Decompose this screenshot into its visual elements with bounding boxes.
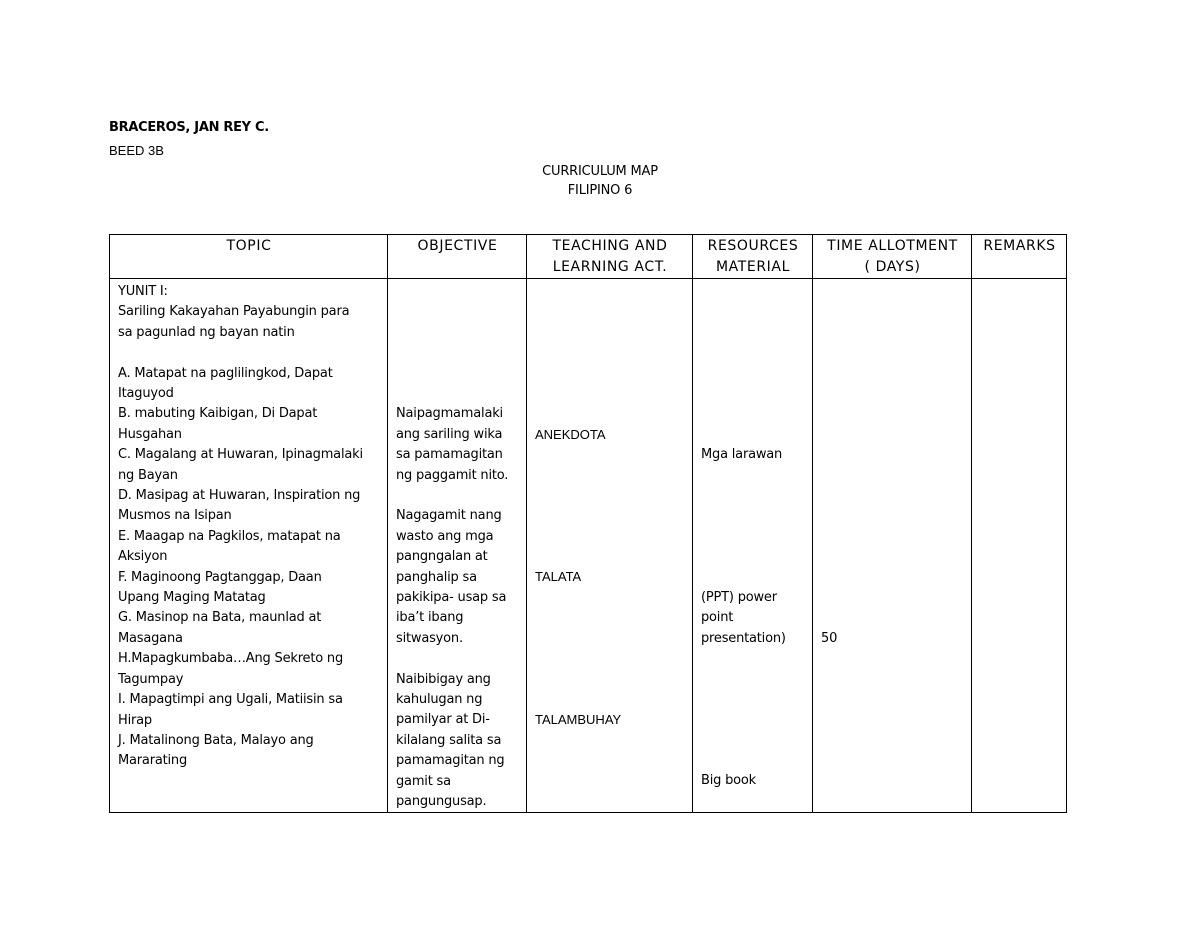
- cell-line: Itaguyod: [118, 386, 174, 402]
- cell-line: [701, 282, 805, 302]
- table-header-row: [110, 235, 1067, 279]
- cell-line: pamamagitan ng: [396, 753, 505, 769]
- cell-line: D. Masipag at Huwaran, Inspiration ng: [118, 488, 361, 504]
- cell-line: kahulugan ng: [396, 692, 483, 707]
- document-title: CURRICULUM MAP: [542, 164, 658, 179]
- student-name: BRACEROS, JAN REY C.: [109, 120, 269, 135]
- cell-line: G. Masinop na Bata, maunlad at: [118, 610, 322, 626]
- cell-remarks: [972, 279, 1067, 813]
- cell-line: [535, 384, 685, 404]
- cell-topic: [110, 279, 388, 813]
- cell-line: [535, 506, 685, 526]
- cell-line: [701, 527, 805, 547]
- cell-line: [821, 588, 964, 608]
- header-resources-material: [693, 235, 813, 279]
- cell-line: Upang Maging Matatag: [118, 590, 266, 606]
- cell-line: [821, 364, 964, 384]
- cell-line: [396, 323, 519, 343]
- cell-line: [535, 629, 685, 649]
- cell-line: Husgahan: [118, 426, 182, 442]
- cell-line: TOPIC: [226, 238, 272, 254]
- header-remarks: [972, 235, 1067, 279]
- header-objective: [388, 235, 527, 279]
- cell-line: [821, 547, 964, 567]
- cell-line: ng paggamit nito.: [396, 467, 509, 483]
- cell-line: [821, 384, 964, 404]
- cell-line: Naibibigay ang: [396, 671, 491, 687]
- cell-line: [535, 282, 685, 302]
- cell-line: panghalip sa: [396, 569, 477, 585]
- cell-line: iba’t ibang: [396, 610, 464, 626]
- cell-line: Musmos na Isipan: [118, 508, 232, 524]
- cell-line: [535, 669, 685, 689]
- cell-line: ( DAYS): [864, 259, 921, 275]
- cell-line: [701, 710, 805, 730]
- cell-line: [396, 486, 519, 506]
- cell-line: [701, 364, 805, 384]
- cell-line: [821, 506, 964, 526]
- cell-line: [535, 343, 685, 363]
- cell-line: H.Mapagkumbaba…Ang Sekreto ng: [118, 651, 344, 667]
- cell-line: Mga larawan: [701, 447, 783, 463]
- cell-line: I. Mapagtimpi ang Ugali, Matiisin sa: [118, 692, 343, 708]
- cell-line: [396, 343, 519, 363]
- cell-line: sa pamamagitan: [396, 447, 503, 463]
- cell-line: gamit sa: [396, 773, 451, 789]
- cell-line: F. Maginoong Pagtanggap, Daan: [118, 569, 322, 585]
- cell-line: TEACHING AND: [552, 238, 668, 254]
- cell-line: [821, 343, 964, 363]
- cell-line: TALATA: [535, 569, 582, 585]
- cell-line: [701, 649, 805, 669]
- cell-line: [701, 425, 805, 445]
- cell-line: [821, 323, 964, 343]
- cell-line: [535, 323, 685, 343]
- cell-line: Masagana: [118, 630, 183, 646]
- cell-line: ng Bayan: [118, 467, 178, 483]
- header-time-allotment: [813, 235, 972, 279]
- cell-line: J. Matalinong Bata, Malayo ang: [118, 732, 314, 748]
- cell-line: [821, 425, 964, 445]
- cell-line: pakikipa- usap sa: [396, 589, 507, 605]
- cell-line: [701, 343, 805, 363]
- cell-line: E. Maagap na Pagkilos, matapat na: [118, 528, 341, 544]
- cell-line: point: [701, 610, 734, 626]
- cell-line: LEARNING ACT.: [552, 259, 668, 275]
- cell-line: [821, 527, 964, 547]
- cell-line: pangungusap.: [396, 794, 487, 810]
- cell-time: [813, 279, 972, 813]
- cell-objective: [388, 279, 527, 813]
- cell-line: Sariling Kakayahan Payabungin para: [118, 304, 350, 320]
- cell-line: [821, 445, 964, 465]
- cell-line: [396, 302, 519, 322]
- cell-line: pangngalan at: [396, 549, 488, 565]
- cell-line: C. Magalang at Huwaran, Ipinagmalaki: [118, 447, 363, 463]
- cell-line: sa pagunlad ng bayan natin: [118, 324, 295, 340]
- cell-line: Naipagmamalaki: [396, 406, 503, 422]
- cell-line: [701, 669, 805, 689]
- cell-line: [118, 343, 380, 363]
- cell-line: MATERIAL: [715, 259, 790, 275]
- cell-line: sitwasyon.: [396, 630, 463, 646]
- cell-line: [821, 567, 964, 587]
- cell-line: [535, 302, 685, 322]
- cell-line: [535, 690, 685, 710]
- cell-line: pamilyar at Di-: [396, 712, 490, 728]
- cell-line: [821, 404, 964, 424]
- cell-line: [821, 302, 964, 322]
- cell-line: kilalang salita sa: [396, 732, 502, 748]
- cell-line: [535, 527, 685, 547]
- cell-line: [701, 384, 805, 404]
- cell-line: [701, 690, 805, 710]
- cell-line: YUNIT I:: [118, 284, 168, 299]
- cell-line: [701, 751, 805, 771]
- cell-line: [701, 323, 805, 343]
- cell-line: Mararating: [118, 753, 188, 769]
- cell-line: TIME ALLOTMENT: [827, 238, 958, 254]
- cell-line: [535, 649, 685, 669]
- cell-line: [535, 547, 685, 567]
- cell-line: (PPT) power: [701, 589, 777, 605]
- cell-line: [701, 404, 805, 424]
- cell-line: wasto ang mga: [396, 528, 494, 544]
- cell-line: [396, 384, 519, 404]
- cell-line: Nagagamit nang: [396, 508, 502, 524]
- document-title-block: [0, 162, 1200, 200]
- cell-line: [396, 649, 519, 669]
- cell-line: [535, 364, 685, 384]
- cell-line: ANEKDOTA: [535, 426, 606, 442]
- cell-line: [701, 547, 805, 567]
- cell-teaching: [527, 279, 693, 813]
- cell-line: REMARKS: [983, 238, 1056, 254]
- cell-line: [396, 282, 519, 302]
- cell-line: [701, 466, 805, 486]
- header-topic: [110, 235, 388, 279]
- document-subtitle: FILIPINO 6: [567, 183, 633, 198]
- cell-line: [535, 466, 685, 486]
- cell-line: [535, 486, 685, 506]
- cell-line: [821, 466, 964, 486]
- cell-line: Aksiyon: [118, 549, 168, 565]
- header-teaching-and-learning: [527, 235, 693, 279]
- cell-line: [821, 282, 964, 302]
- cell-line: [701, 486, 805, 506]
- table-row: [110, 279, 1067, 813]
- cell-line: 50: [821, 630, 838, 646]
- curriculum-map-table: [109, 234, 1067, 813]
- cell-line: B. mabuting Kaibigan, Di Dapat: [118, 406, 318, 422]
- cell-line: A. Matapat na paglilingkod, Dapat: [118, 365, 333, 381]
- cell-line: [701, 506, 805, 526]
- cell-line: presentation): [701, 630, 786, 646]
- cell-line: [535, 608, 685, 628]
- cell-line: [535, 445, 685, 465]
- student-section: BEED 3B: [109, 143, 164, 158]
- cell-line: [535, 588, 685, 608]
- cell-line: [821, 486, 964, 506]
- cell-line: [821, 608, 964, 628]
- cell-line: [701, 731, 805, 751]
- cell-line: [535, 404, 685, 424]
- cell-line: [396, 364, 519, 384]
- cell-line: TALAMBUHAY: [535, 712, 622, 728]
- cell-resources: [693, 279, 813, 813]
- cell-line: Big book: [701, 773, 757, 789]
- cell-line: Tagumpay: [118, 671, 184, 687]
- cell-line: RESOURCES: [707, 238, 799, 254]
- cell-line: [701, 567, 805, 587]
- cell-line: [701, 302, 805, 322]
- cell-line: Hirap: [118, 712, 152, 728]
- cell-line: OBJECTIVE: [417, 238, 498, 254]
- cell-line: ang sariling wika: [396, 426, 503, 442]
